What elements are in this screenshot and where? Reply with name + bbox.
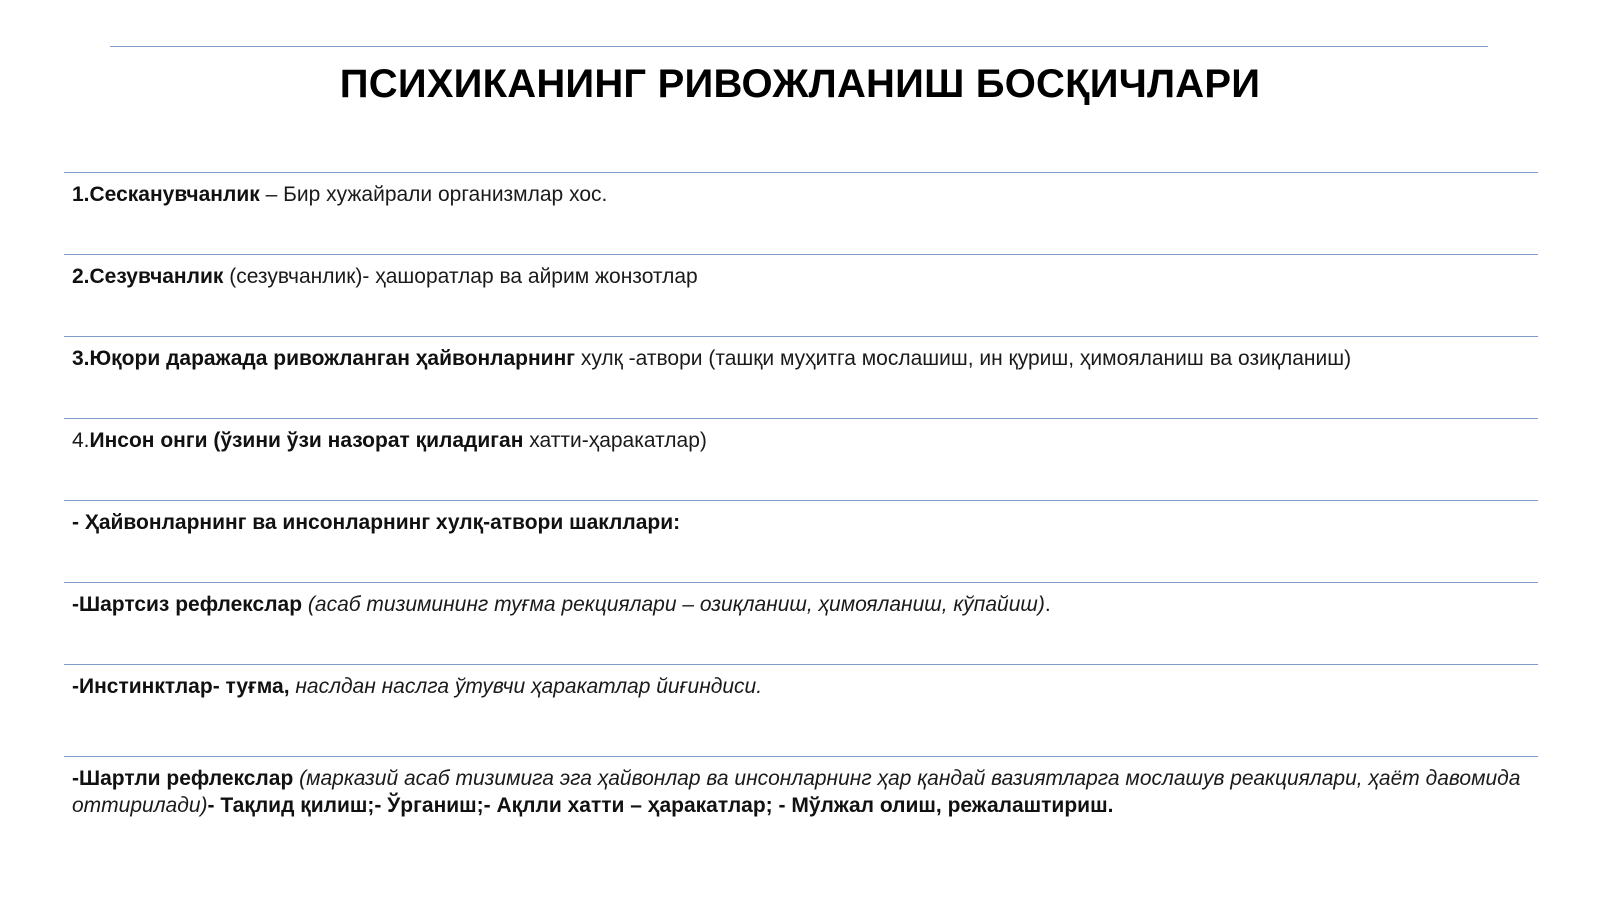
row-1-term: 1.Сесканувчанлик — [72, 183, 260, 206]
row-8-term: -Шартли рефлекслар — [72, 767, 294, 790]
slide-title: ПСИХИКАНИНГ РИВОЖЛАНИШ БОСҚИЧЛАРИ — [339, 62, 1261, 106]
stages-table — [64, 172, 1538, 846]
table-row — [64, 664, 1538, 756]
table-row — [64, 172, 1538, 254]
table-row — [64, 336, 1538, 418]
row-2-text: (сезувчанлик)- ҳашоратлар ва айрим жонзотлар — [223, 265, 698, 288]
row-6-description: (асаб тизимининг туғма рекциялари – озиқланиш, ҳимояланиш, кўпайиш) — [302, 593, 1045, 616]
row-7-description: наслдан наслга ўтувчи ҳаракатлар йиғиндиси. — [289, 675, 763, 698]
row-6-period: . — [1044, 593, 1051, 616]
row-6-term: -Шартсиз рефлекслар — [72, 593, 303, 616]
table-row — [64, 254, 1538, 336]
row-3-term: 3.Юқори даражада ривожланган ҳайвонларнинг — [72, 347, 576, 370]
row-8-list: - Тақлид қилиш;- Ўрганиш;- Ақлли хатти – ҳаракатлар; - Мўлжал олиш, режалаштириш. — [207, 794, 1114, 817]
table-row — [64, 500, 1538, 582]
row-2-term: 2.Сезувчанлик — [72, 265, 224, 288]
table-row — [64, 418, 1538, 500]
title-top-rule — [110, 46, 1488, 47]
row-3-text: хулқ -атвори (ташқи муҳитга мослашиш, ин қуриш, ҳимояланиш ва озиқланиш) — [575, 347, 1352, 370]
row-4-term: Инсон онги (ўзини ўзи назорат қиладиган — [89, 429, 524, 452]
row-8-description: (марказий асаб тизимига эга ҳайвонлар ва инсонларнинг ҳар қандай вазиятларга мослашув реакциялари, ҳаёт давомида оттирилади) — [72, 767, 1521, 817]
table-row — [64, 582, 1538, 664]
row-1-text: – Бир хужайрали организмлар хос. — [259, 183, 608, 206]
row-4-number: 4. — [72, 429, 90, 452]
row-4-text: хатти-ҳаракатлар) — [523, 429, 707, 452]
table-row — [64, 756, 1538, 846]
row-7-term: -Инстинктлар- туғма, — [72, 675, 290, 698]
row-5-heading: - Ҳайвонларнинг ва инсонларнинг хулқ-атвори шакллари: — [72, 511, 681, 534]
